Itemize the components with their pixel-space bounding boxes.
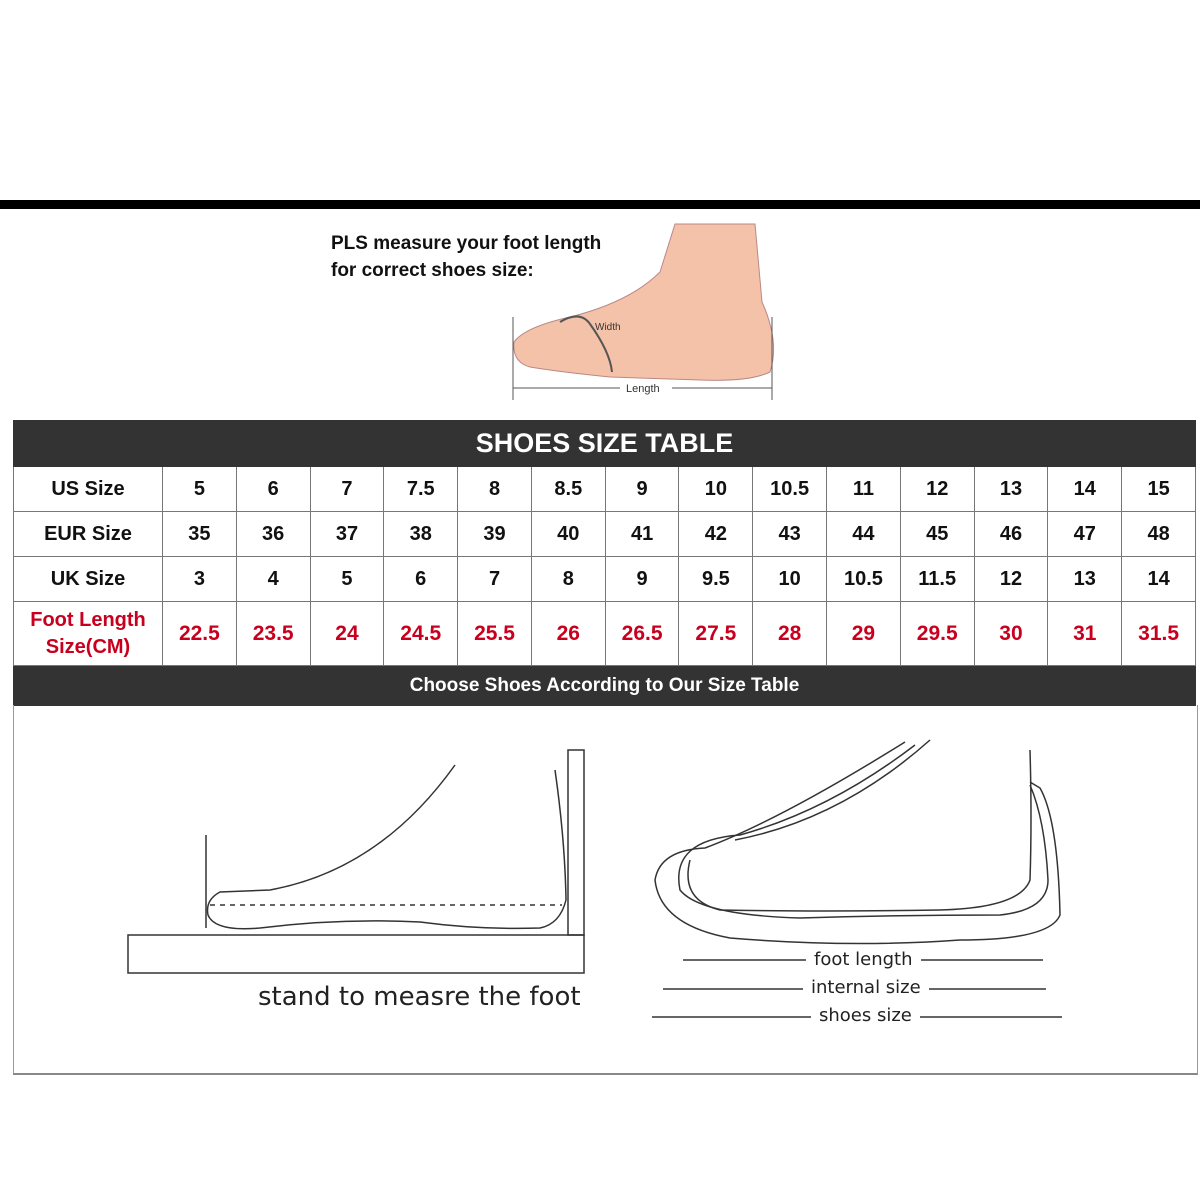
shoe-sketch [652,740,1062,1017]
cell: 8 [458,467,532,512]
standing-foot-sketch [128,750,584,973]
internal-size-label: internal size [803,977,929,998]
cell: 11 [827,467,901,512]
width-label: Width [595,322,621,333]
measure-caption: stand to measre the foot [258,982,581,1012]
cell: 11.5 [900,557,974,602]
row-label: US Size [14,467,163,512]
label-line-2: Size(CM) [45,635,131,658]
cell: 24 [310,602,384,666]
cell: 37 [310,512,384,557]
cell: 10.5 [827,557,901,602]
cell: 40 [531,512,605,557]
cell: 13 [1048,557,1122,602]
cell: 23.5 [236,602,310,666]
cell: 48 [1122,512,1196,557]
cell: 8 [531,557,605,602]
cell: 38 [384,512,458,557]
cell: 5 [163,467,237,512]
table-row-foot-length [14,602,1196,666]
instruction-line-1: PLS measure your foot length [331,233,602,254]
top-divider [0,200,1200,209]
row-label: UK Size [14,557,163,602]
cell: 9.5 [679,557,753,602]
row-label: EUR Size [14,512,163,557]
cell: 36 [236,512,310,557]
cell: 41 [605,512,679,557]
cell: 10 [753,557,827,602]
cell: 6 [236,467,310,512]
cell: 31 [1048,602,1122,666]
cell: 26 [531,602,605,666]
cell: 12 [974,557,1048,602]
label-line-1: Foot Length [30,608,146,631]
cell: 31.5 [1122,602,1196,666]
cell: 10 [679,467,753,512]
table-row-uk [14,557,1196,602]
cell: 9 [605,467,679,512]
cell: 3 [163,557,237,602]
cell: 25.5 [458,602,532,666]
cell: 30 [974,602,1048,666]
cell: 13 [974,467,1048,512]
measure-illustrations [0,700,1200,1040]
size-table [13,420,1196,706]
cell: 7 [458,557,532,602]
cell: 8.5 [531,467,605,512]
cell: 29 [827,602,901,666]
cell: 27.5 [679,602,753,666]
table-title: SHOES SIZE TABLE [14,421,1196,467]
cell: 35 [163,512,237,557]
cell: 28 [753,602,827,666]
cell: 47 [1048,512,1122,557]
cell: 4 [236,557,310,602]
cell: 15 [1122,467,1196,512]
cell: 12 [900,467,974,512]
cell: 29.5 [900,602,974,666]
shoes-size-label: shoes size [811,1005,920,1026]
cell: 44 [827,512,901,557]
length-label: Length [626,383,660,395]
instruction-line-2: for correct shoes size: [331,260,534,281]
cell: 46 [974,512,1048,557]
cell: 14 [1122,557,1196,602]
cell: 7 [310,467,384,512]
cell: 14 [1048,467,1122,512]
foot-measure-illustration [500,222,790,407]
cell: 5 [310,557,384,602]
cell: 24.5 [384,602,458,666]
cell: 7.5 [384,467,458,512]
cell: 45 [900,512,974,557]
cell: 26.5 [605,602,679,666]
table-row-eur [14,512,1196,557]
cell: 43 [753,512,827,557]
cell: 10.5 [753,467,827,512]
cell: 9 [605,557,679,602]
foot-length-label: foot length [806,949,921,970]
cell: 42 [679,512,753,557]
row-label [14,602,163,666]
cell: 6 [384,557,458,602]
table-row-us [14,467,1196,512]
cell: 39 [458,512,532,557]
cell: 22.5 [163,602,237,666]
table-footer: Choose Shoes According to Our Size Table [14,666,1196,706]
